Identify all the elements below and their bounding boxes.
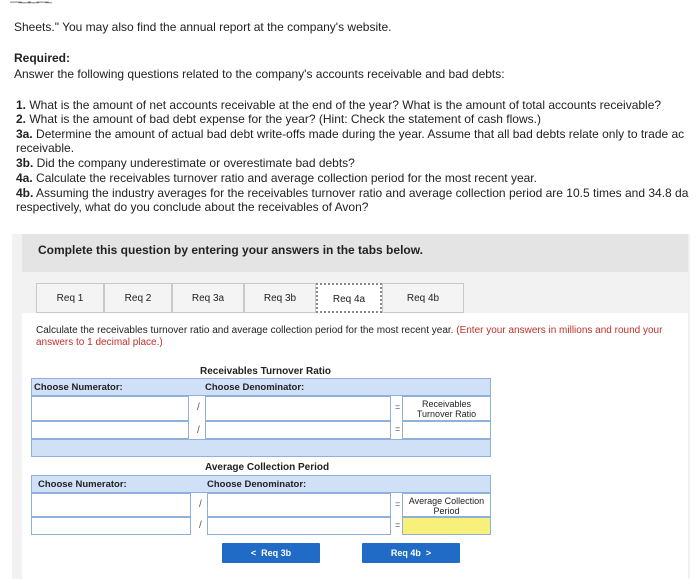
tab-req-3b[interactable]: Req 3b — [244, 283, 316, 313]
divide-operator: / — [197, 402, 200, 413]
receivables-denominator-label: Choose Denominator: — [205, 382, 305, 393]
required-heading: Required: — [14, 51, 71, 65]
instruction-note: (Enter your answers in millions and round your answers to 1 decimal place.) — [36, 325, 663, 348]
question-2: 2. What is the amount of bad debt expense for the year? (Hint: Check the statement of cash flows.) — [16, 112, 541, 126]
collection-table-title: Average Collection Period — [205, 462, 330, 473]
collection-numerator-select[interactable] — [31, 493, 191, 517]
tab-req-4b[interactable]: Req 4b — [382, 283, 464, 313]
cut-off-text-line: ​—̶ ̶-̶ ̶—̶ — [10, 0, 50, 8]
equals-operator: = — [395, 499, 401, 509]
collection-numerator-input[interactable] — [31, 517, 191, 535]
collection-denominator-select[interactable] — [207, 493, 391, 517]
tab-req-4a[interactable]: Req 4a — [316, 283, 382, 313]
receivables-table-title: Receivables Turnover Ratio — [200, 366, 331, 377]
receivables-footer-row — [31, 439, 491, 457]
receivables-result-input[interactable] — [402, 421, 491, 439]
tab-req-1[interactable]: Req 1 — [36, 283, 104, 313]
intro-line: Sheets." You may also find the annual report at the company's website. — [14, 20, 392, 34]
question-3b: 3b. Did the company underestimate or overestimate bad debts? — [16, 156, 355, 170]
chevron-left-icon: < — [250, 548, 257, 558]
instruction: Calculate the receivables turnover ratio and average collection period for the most recent year. (Enter your answers in millions and round your answers to 1 decimal place.) — [36, 325, 663, 348]
collection-result-label: Average Collection Period — [408, 496, 485, 516]
prev-req-button[interactable] — [222, 543, 320, 563]
collection-denominator-label: Choose Denominator: — [207, 479, 307, 490]
question-4a: 4a. Calculate the receivables turnover ratio and average collection period for the most recent year. — [16, 171, 537, 185]
question-4b: 4b. Assuming the industry averages for the receivables turnover ratio and average collection period are 10.5 times and 34.8 da — [16, 186, 689, 200]
divide-operator: / — [199, 499, 202, 510]
receivables-numerator-select[interactable] — [31, 396, 189, 421]
collection-result-input[interactable] — [402, 517, 491, 535]
equals-operator: = — [395, 520, 401, 530]
divide-operator: / — [199, 520, 202, 531]
receivables-numerator-input[interactable] — [31, 421, 189, 439]
collection-denominator-input[interactable] — [207, 517, 391, 535]
tab-req-3a[interactable]: Req 3a — [172, 283, 244, 313]
chevron-right-icon: > — [425, 548, 432, 558]
equals-operator: = — [395, 424, 401, 434]
prev-req-label: Req 3b — [261, 548, 292, 558]
equals-operator: = — [395, 402, 401, 412]
receivables-denominator-select[interactable] — [205, 396, 391, 421]
receivables-numerator-label: Choose Numerator: — [34, 382, 123, 393]
question-3a-cont: receivable. — [16, 141, 75, 155]
collection-numerator-label: Choose Numerator: — [38, 479, 127, 490]
question-3a: 3a. Determine the amount of actual bad debt write-offs made during the year. Assume that all bad debts relate only to trade ac — [16, 127, 685, 141]
receivables-result-label: Receivables Turnover Ratio — [416, 399, 477, 419]
receivables-denominator-input[interactable] — [205, 421, 391, 439]
question-1: 1. What is the amount of net accounts receivable at the end of the year? What is the amount of total accounts receivable? — [16, 98, 662, 112]
panel-title: Complete this question by entering your answers in the tabs below. — [38, 243, 423, 257]
tab-req-2[interactable]: Req 2 — [104, 283, 172, 313]
next-req-label: Req 4b — [390, 548, 421, 558]
required-text: Answer the following questions related to the company's accounts receivable and bad debts: — [14, 67, 505, 81]
panel-header — [22, 234, 688, 272]
divide-operator: / — [197, 425, 200, 436]
question-4b-cont: respectively, what do you conclude about the receivables of Avon? — [16, 200, 369, 214]
next-req-button[interactable] — [362, 543, 460, 563]
